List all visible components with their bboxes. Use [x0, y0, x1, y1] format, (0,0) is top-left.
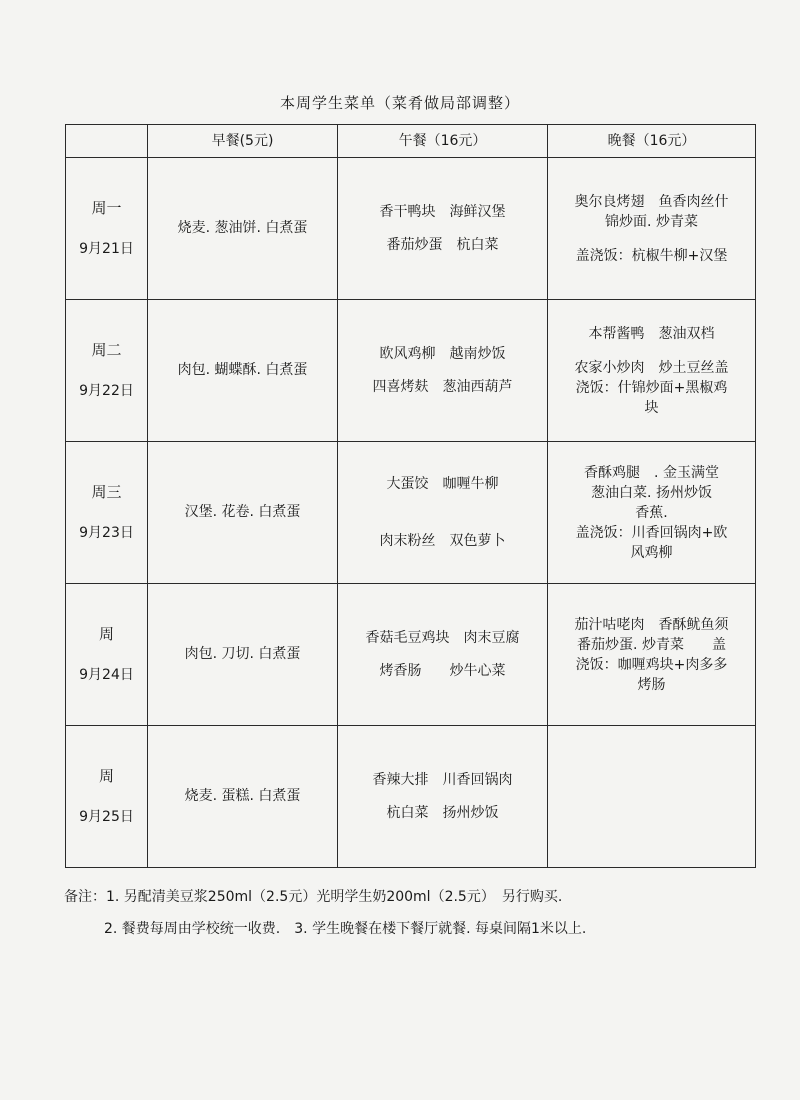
lunch-line: 香辣大排 川香回锅肉: [372, 771, 513, 788]
table-row: [66, 726, 756, 868]
header-breakfast: 早餐(5元): [148, 125, 338, 158]
breakfast-cell: 烧麦. 蛋糕. 白煮蛋: [148, 726, 338, 868]
breakfast-cell: 烧麦. 葱油饼. 白煮蛋: [148, 158, 338, 300]
breakfast-cell: 汉堡. 花卷. 白煮蛋: [148, 442, 338, 584]
dinner-line: 香蕉.: [635, 504, 668, 521]
lunch-line: 四喜烤麸 葱油西葫芦: [372, 378, 513, 395]
table-row: [66, 300, 756, 442]
dinner-line: 盖浇饭：川香回锅肉+欧: [575, 524, 728, 541]
dinner-line: 烤肠: [637, 676, 666, 693]
dinner-cell: [548, 158, 756, 300]
breakfast-cell: 肉包. 蝴蝶酥. 白煮蛋: [148, 300, 338, 442]
weekday-label: 周一: [91, 198, 122, 217]
dinner-line: 农家小炒肉 炒土豆丝盖: [574, 359, 729, 376]
lunch-cell: [338, 726, 548, 868]
day-cell: [66, 300, 148, 442]
dinner-line: 番茄炒蛋. 炒青菜 盖: [577, 636, 726, 653]
dinner-line: 浇饭：咖喱鸡块+肉多多: [575, 656, 728, 673]
dinner-line: 盖浇饭：杭椒牛柳+汉堡: [575, 247, 728, 264]
lunch-line: 大蛋饺 咖喱牛柳: [386, 475, 499, 492]
lunch-line: 香菇毛豆鸡块 肉末豆腐: [365, 629, 520, 646]
dinner-line: 本帮酱鸭 葱油双档: [588, 325, 715, 342]
menu-table: [65, 124, 756, 868]
dinner-line: 块: [644, 399, 659, 416]
lunch-cell: [338, 158, 548, 300]
header-dinner: 晚餐（16元）: [548, 125, 756, 158]
note-line-1: 备注：1. 另配清美豆浆250ml（2.5元）光明学生奶200ml（2.5元） 另行购买.: [64, 889, 563, 905]
dinner-line: 茄汁咕咾肉 香酥鱿鱼须: [574, 616, 729, 633]
dinner-line: 浇饭：什锦炒面+黑椒鸡: [575, 379, 728, 396]
day-cell: [66, 442, 148, 584]
dinner-line: 锦炒面. 炒青菜: [605, 213, 698, 230]
lunch-cell: [338, 300, 548, 442]
lunch-line: 杭白菜 扬州炒饭: [386, 804, 499, 821]
dinner-line: 香酥鸡腿 . 金玉满堂: [584, 464, 719, 481]
table-row: [66, 442, 756, 584]
day-cell: [66, 158, 148, 300]
notes: [64, 886, 764, 940]
dinner-cell: [548, 726, 756, 868]
menu-body: [66, 158, 756, 868]
date-label: 9月23日: [79, 524, 134, 541]
lunch-cell: [338, 442, 548, 584]
weekday-label: 周三: [91, 482, 122, 501]
lunch-line: 香干鸭块 海鲜汉堡: [379, 203, 506, 220]
menu-title: 本周学生菜单（菜肴做局部调整）: [279, 94, 520, 112]
weekday-label: 周: [98, 624, 114, 643]
date-label: 9月25日: [79, 808, 134, 825]
weekday-label: 周: [98, 766, 114, 785]
dinner-cell: [548, 442, 756, 584]
lunch-cell: [338, 584, 548, 726]
date-label: 9月24日: [79, 666, 134, 683]
dinner-cell: [548, 584, 756, 726]
lunch-line: 肉末粉丝 双色萝卜: [379, 532, 506, 549]
lunch-line: 欧风鸡柳 越南炒饭: [379, 345, 506, 362]
header-lunch: 午餐（16元）: [338, 125, 548, 158]
lunch-line: 番茄炒蛋 杭白菜: [386, 236, 499, 253]
dinner-line: 葱油白菜. 扬州炒饭: [591, 484, 712, 501]
dinner-line: 奥尔良烤翅 鱼香肉丝什: [574, 193, 729, 210]
table-row: [66, 584, 756, 726]
note-line-2: 2. 餐费每周由学校统一收费. 3. 学生晚餐在楼下餐厅就餐. 每桌间隔1米以上.: [104, 921, 587, 937]
breakfast-cell: 肉包. 刀切. 白煮蛋: [148, 584, 338, 726]
date-label: 9月21日: [79, 240, 134, 257]
day-cell: [66, 726, 148, 868]
weekday-label: 周二: [91, 340, 122, 359]
lunch-line: 烤香肠 炒牛心菜: [379, 662, 506, 679]
table-row: [66, 158, 756, 300]
dinner-cell: [548, 300, 756, 442]
day-cell: [66, 584, 148, 726]
dinner-line: 风鸡柳: [630, 544, 673, 561]
header-row: [66, 125, 756, 158]
header-day: [66, 125, 148, 158]
date-label: 9月22日: [79, 382, 134, 399]
